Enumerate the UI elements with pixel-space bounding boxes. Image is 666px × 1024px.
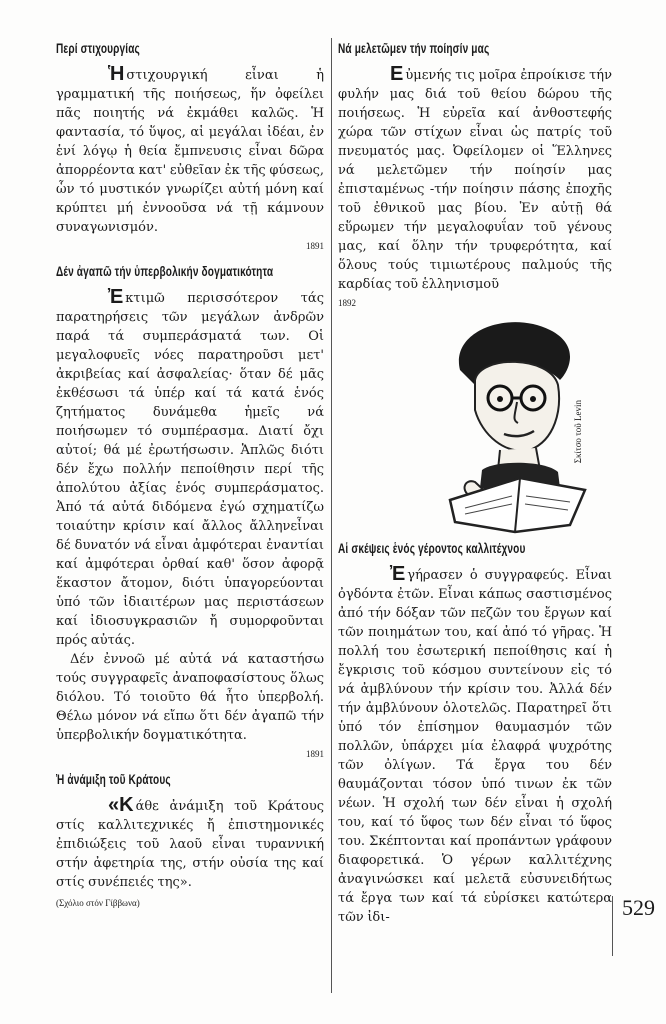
left-column: [56, 40, 324, 920]
drop-cap: Ἡ: [108, 63, 125, 85]
portrait-caption: Σκίτσο τοῦ Levin: [573, 400, 583, 464]
section-title: Δέν ἀγαπῶ τήν ὑπερβολικήν δογματικότητα: [56, 263, 274, 279]
section-title: Αἱ σκέψεις ἑνός γέροντος καλλιτέχνου: [338, 540, 526, 556]
section-body: [338, 63, 612, 294]
section-title: Περί στιχουργίας: [56, 40, 140, 56]
section-state-intervention: [56, 771, 324, 908]
page-number: 529: [622, 895, 655, 920]
body-text: κτιμῶ περισσότερον τάς παρατηρήσεις τῶν μεγάλων ἀνδρῶν παρά τά συμπεράσματά των. Οἱ μεγαλοφυεῖς νόες παρατηροῦσι μετ' ἀκριβείας καί ἀσφαλείας· ὅταν δέ μᾶς ἐκθέσωσι τά ὑπέρ καί τά κατά ἑνός ζητήματος δυνάμεθα ἡμεῖς νά ποιήσωμεν τό συμπέρασμα. Διατί ὄχι αὐτοί; θά μέ ἐρωτήσωσιν. Ἁπλῶς διότι δέν ἔχω πολλήν πεποίθησιν περί τῆς ἀπολύτου ἀξίας ἑνός συμπεράσματος. Ἀπό τά αὐτά διδόμενα ἐγώ σχηματίζω τοιαύτην κρίσιν καί ἄλλος ἄλληνεἶναι δέ δυνατόν νά εἶναι ἀμφότεραι ἐναντίαι καί ἀμφότεραι ὀρθαί καθ' ὅσον ἀφορᾷ ἕκαστον ἄτομον, διότι ὑπαγορεύονται ὑπό τῶν ἰδιαιτέρων μας περιστάσεων καί ἰδιοσυγκρασιῶν ἤ συμορφοῦνται πρός αὐτάς.: [56, 291, 324, 648]
section-title: Νά μελετῶμεν τήν ποίησίν μας: [338, 40, 490, 56]
year-label: 1891: [306, 241, 324, 251]
page-number-rule: [612, 896, 613, 956]
section-old-artist: [338, 540, 612, 927]
drop-cap: Ἐ: [390, 563, 406, 585]
drop-cap: Ε: [390, 63, 404, 85]
column-divider: [331, 38, 332, 993]
section-study-poetry: [338, 40, 612, 308]
section-body: [56, 63, 324, 237]
body-text: στιχουργική εἶναι ἡ γραμματική τῆς ποιήσεως, ἥν ὀφείλει πᾶς ποιητής νά ἐκμάθει καλῶς. Ἡ φαντασία, τό ὕψος, αἱ μεγάλαι ἰδέαι, ἐν ἑνί λόγῳ ἡ θεία ἔμπνευσις εἶναι δῶρα ἀπορρέοντα κατ' εὐθεῖαν ἐκ τῆς φύσεως, ὧν τό μυστικόν γνωρίζει αὐτή μόνη καί κρύπτει μή ἐννοοῦσα νά τῇ κάμνουν συναγωνισμόν.: [56, 68, 324, 235]
section-body-2: Δέν ἐννοῶ μέ αὐτά νά καταστήσω τούς συγγραφεῖς ἀναποφασίστους ὅλως διόλου. Τό τοιοῦτο θά ἦτο ὑπερβολή. Θέλω μόνον νά εἴπω ὅτι δέν ἀγαπῶ τήν ὑπερβολικήν δογματικότητα.: [56, 652, 324, 743]
year-label: 1892: [338, 298, 356, 308]
section-dogmatism: [56, 263, 324, 759]
section-body: [56, 286, 324, 650]
drop-cap: «Κ: [108, 794, 134, 816]
body-text: άθε ἀνάμιξη τοῦ Κράτους στίς καλλιτεχνικές ἤ ἐπιστημονικές ἐπιδιώξεις τοῦ λαοῦ εἶναι τυραννική στήν ἀφετηρία της, στήν οὐσία της καί στίς συνέπειές της».: [56, 799, 324, 890]
drop-cap: Ἐ: [108, 286, 124, 308]
source-note: (Σχόλιο στόν Γίββωνα): [56, 898, 140, 908]
section-versification: [56, 40, 324, 251]
body-text: ὐμενής τις μοῖρα ἐπροίκισε τήν φυλήν μας διά τοῦ θείου δώρου τῆς ποιήσεως. Ἡ εὐρεῖα καί ἀνθοστεφής χώρα τῶν στίχων εἶναι ὡς πατρίς τοῦ πνευματός μας. Ὀφείλομεν οἱ Ἕλληνες νά μελετῶμεν τήν ποίησίν μας ἐπισταμένως -τήν ποίησιν πάσης ἐποχῆς τοῦ ἐθνικοῦ μας βίου. Ἐν αὐτῇ θά εὕρωμεν τήν μεγαλοφυΐαν τοῦ γένους μας, καί ὅλην τήν τρυφερότητα, καί ὅλους τούς τιμιωτέρους παλμούς τῆς καρδίας τοῦ ἑλληνισμοῦ: [338, 68, 612, 292]
section-title: Ἡ ἀνάμιξη τοῦ Κράτους: [56, 771, 171, 787]
year-label: 1891: [306, 749, 324, 759]
section-body: [338, 563, 612, 927]
body-text: γήρασεν ὁ συγγραφεύς. Εἶναι ὀγδόντα ἐτῶν. Εἶναι κάπως σαστισμένος ἀπό τήν δόξαν τῶν πεζῶν του ἔργων καί τῶν ποιημάτων του, καί ἀπό τό γῆρας. Ἡ πολλή του ἐσωτερική πεποίθησις καί ἡ ἔγκρισις τοῦ κόσμου συντείνουν εἰς τό νά ἀμβλύνουν τήν κρίσιν του. Ἀλλά δέν τήν ἀμβλύνουν ὁλοτελῶς. Παρατηρεῖ ὅτι ὑπό τόν ἐπίσημον θαυμασμόν τῶν πολλῶν, ὑπάρχει μία ἐλαφρά ψυχρότης τῶν ὀλίγων. Τά ἔργα του δέν θαυμάζονται τόσον ὑπό τινων ἐκ τῶν νέων. Ἡ σχολή των δέν εἶναι ἡ σχολή του, καί τό ὕφος των δέν εἶναι τό ὕφος του. Σκέπτονται καί προπάντων γράφουν διαφορετικά. Ὁ γέρων καλλιτέχνης ἀναγινώσκει καί μελετᾶ εὐσυνειδήτως τά ἔργα των καί τά εὑρίσκει κατώτερα τῶν ἰδι-: [338, 568, 612, 925]
section-body: [56, 794, 324, 892]
